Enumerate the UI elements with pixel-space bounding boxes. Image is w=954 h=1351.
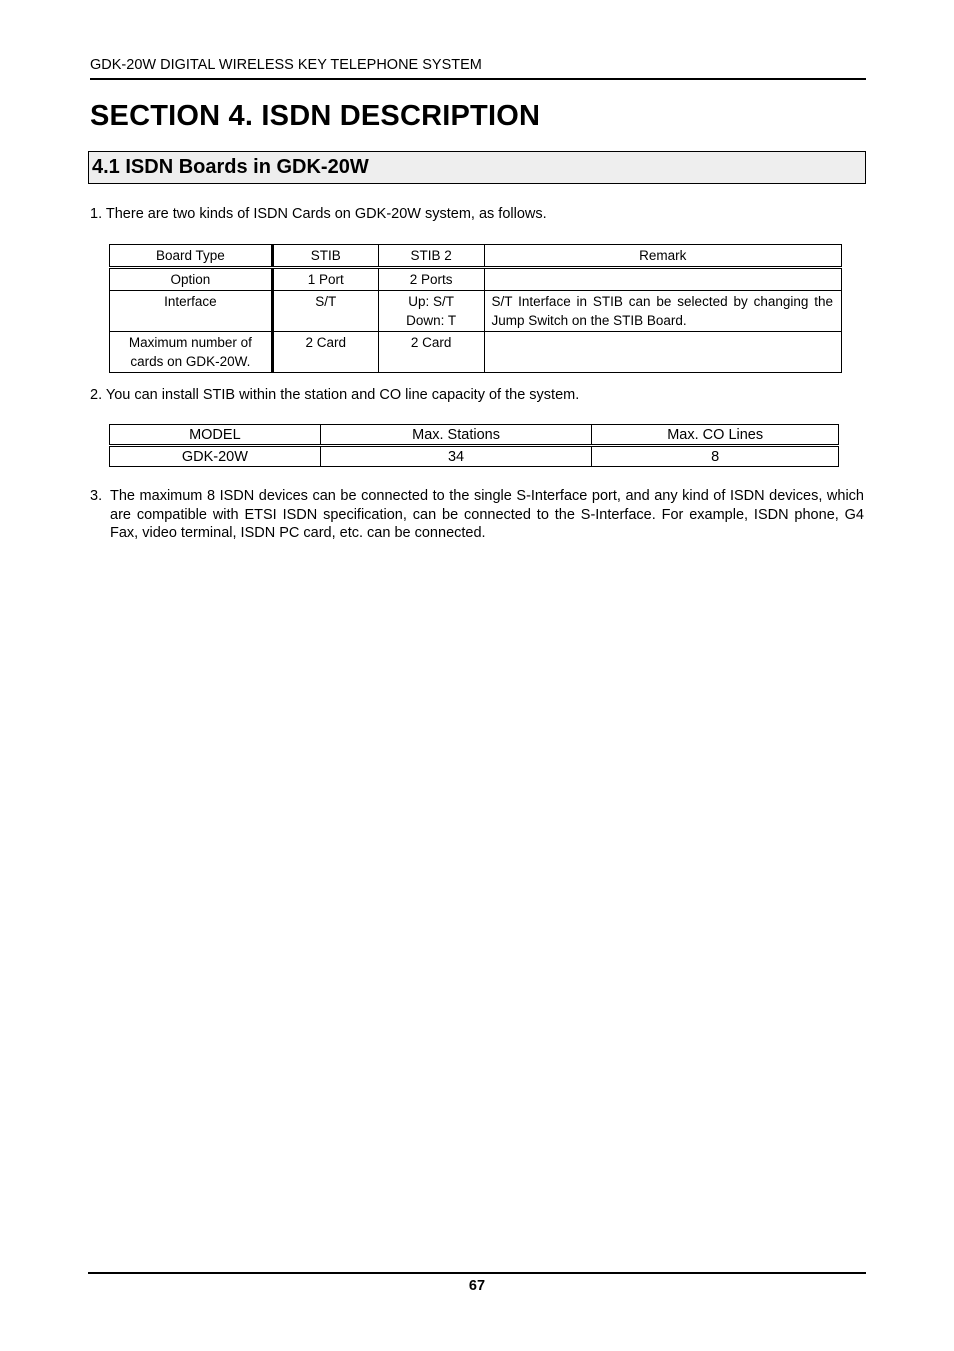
cell-stib: 2 Card [272, 332, 378, 373]
row-label [110, 332, 273, 373]
paragraph-2-number: 2. [90, 387, 103, 403]
paragraph-1-number: 1. [90, 206, 103, 222]
row-label-line1: Maximum number of [128, 335, 252, 350]
header-stib: STIB [272, 245, 378, 268]
cell-stib: S/T [272, 291, 378, 332]
row-label: Interface [110, 291, 273, 332]
footer-rule [88, 1272, 866, 1274]
cell-max-stations: 34 [320, 446, 592, 467]
cell-stib2-line2: Down: T [406, 313, 457, 328]
cell-stib2-line1: Up: S/T [408, 294, 454, 309]
paragraph-3-number: 3. [90, 488, 103, 504]
cell-stib2: 2 Ports [378, 268, 484, 291]
cell-remark [484, 268, 841, 291]
row-label-line2: cards on GDK-20W. [130, 354, 251, 369]
table-header-row [110, 425, 839, 446]
paragraph-3-text: The maximum 8 ISDN devices can be connected to the single S-Interface port, and any kind of ISDN devices, which are compatible with ETSI ISDN specification, can be connected to the S-Interface. For example, ISDN phone, G4 Fax, video terminal, ISDN PC card, etc. can be connected. [110, 488, 864, 541]
cell-stib2 [378, 291, 484, 332]
section-title: SECTION 4. ISDN DESCRIPTION [90, 100, 541, 132]
header-board-type: Board Type [110, 245, 273, 268]
cell-remark [484, 332, 841, 373]
paragraph-2-text: You can install STIB within the station and CO line capacity of the system. [105, 387, 580, 403]
header-stib2: STIB 2 [378, 245, 484, 268]
header-max-co-lines: Max. CO Lines [592, 425, 839, 446]
header-model: MODEL [110, 425, 321, 446]
capacity-table [109, 424, 839, 467]
table-header-row [110, 245, 842, 268]
paragraph-1-text: There are two kinds of ISDN Cards on GDK-20W system, as follows. [105, 206, 547, 222]
running-header: GDK-20W DIGITAL WIRELESS KEY TELEPHONE SYSTEM [90, 56, 866, 80]
cell-remark: S/T Interface in STIB can be selected by changing the Jump Switch on the STIB Board. [484, 291, 841, 332]
paragraph-2 [90, 386, 866, 405]
subsection-title: 4.1 ISDN Boards in GDK-20W [92, 156, 369, 178]
cell-model: GDK-20W [110, 446, 321, 467]
table-row [110, 332, 842, 373]
paragraph-3 [90, 487, 864, 543]
row-label: Option [110, 268, 273, 291]
page-number: 67 [468, 1278, 486, 1294]
cell-stib2: 2 Card [378, 332, 484, 373]
cell-stib: 1 Port [272, 268, 378, 291]
header-remark: Remark [484, 245, 841, 268]
subsection-heading-box [88, 151, 866, 184]
isdn-board-table [109, 244, 842, 373]
header-max-stations: Max. Stations [320, 425, 592, 446]
cell-max-co-lines: 8 [592, 446, 839, 467]
table-row [110, 446, 839, 467]
paragraph-1 [90, 205, 866, 224]
table-row [110, 268, 842, 291]
table-row [110, 291, 842, 332]
